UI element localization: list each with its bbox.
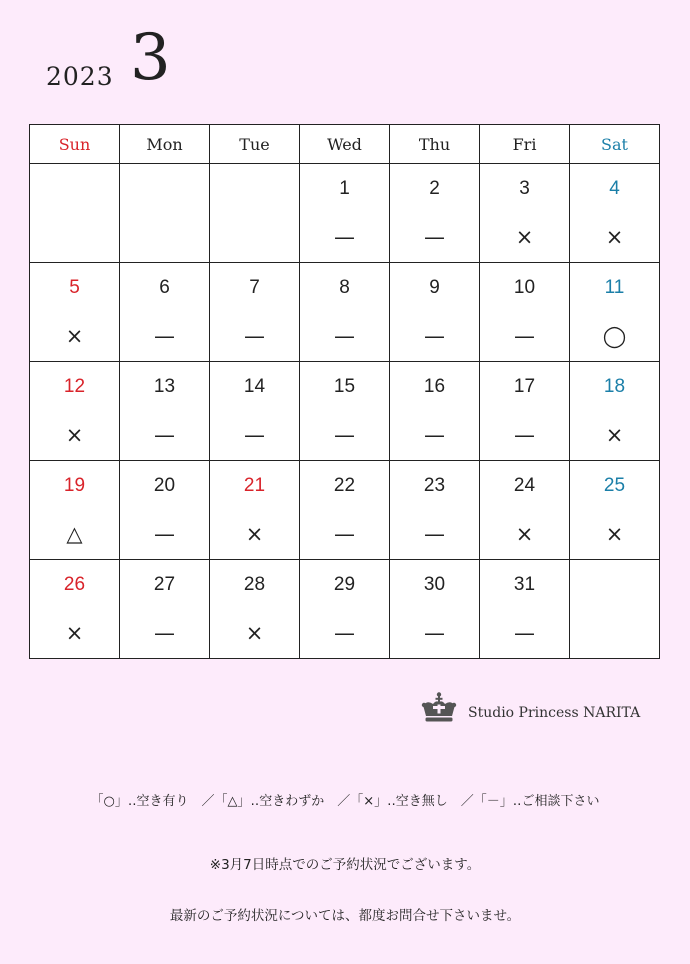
day-number: 16 bbox=[423, 376, 446, 397]
availability-mark: — bbox=[334, 522, 355, 546]
availability-mark: × bbox=[245, 621, 264, 645]
day-cell bbox=[210, 461, 300, 560]
weekday-thu: Thu bbox=[390, 125, 480, 164]
day-number: 13 bbox=[153, 376, 176, 397]
day-cell bbox=[570, 263, 660, 362]
day-cell bbox=[390, 362, 480, 461]
day-number: 19 bbox=[63, 475, 86, 496]
availability-mark: — bbox=[514, 324, 535, 348]
day-cell bbox=[300, 362, 390, 461]
day-number: 25 bbox=[603, 475, 626, 496]
day-cell bbox=[30, 560, 120, 659]
day-number: 1 bbox=[339, 178, 350, 199]
availability-mark: — bbox=[334, 324, 355, 348]
day-cell bbox=[390, 461, 480, 560]
day-cell bbox=[390, 263, 480, 362]
day-number: 29 bbox=[333, 574, 356, 595]
availability-legend: 「○」‥空き有り ／「△」‥空きわずか ／「×」‥空き無し ／「－」‥ご相談下さい bbox=[90, 794, 600, 809]
day-cell bbox=[480, 362, 570, 461]
day-cell bbox=[210, 263, 300, 362]
day-cell bbox=[480, 560, 570, 659]
day-cell bbox=[120, 560, 210, 659]
availability-mark: — bbox=[154, 324, 175, 348]
availability-mark: × bbox=[605, 423, 624, 447]
availability-mark bbox=[570, 620, 659, 646]
availability-mark: — bbox=[244, 423, 265, 447]
availability-mark: × bbox=[515, 225, 534, 249]
availability-mark bbox=[120, 224, 209, 250]
day-number: 20 bbox=[153, 475, 176, 496]
day-cell bbox=[120, 461, 210, 560]
calendar-year: 2023 bbox=[46, 62, 114, 91]
availability-mark: ◯ bbox=[602, 324, 627, 348]
calendar-month: 3 bbox=[130, 21, 171, 95]
day-cell bbox=[300, 560, 390, 659]
day-cell bbox=[300, 263, 390, 362]
day-number bbox=[30, 178, 119, 202]
day-cell bbox=[390, 164, 480, 263]
studio-name: Studio Princess NARITA bbox=[468, 705, 641, 721]
weekday-header-row bbox=[30, 125, 660, 164]
availability-mark: — bbox=[514, 423, 535, 447]
day-cell bbox=[210, 560, 300, 659]
day-number: 27 bbox=[153, 574, 176, 595]
availability-mark: — bbox=[334, 621, 355, 645]
day-cell bbox=[570, 461, 660, 560]
day-number: 18 bbox=[603, 376, 626, 397]
day-number: 11 bbox=[604, 277, 625, 298]
availability-mark: — bbox=[244, 324, 265, 348]
day-number: 22 bbox=[333, 475, 356, 496]
availability-mark: — bbox=[514, 621, 535, 645]
day-number: 12 bbox=[63, 376, 86, 397]
day-number: 3 bbox=[519, 178, 530, 199]
availability-mark bbox=[30, 224, 119, 250]
weekday-wed: Wed bbox=[300, 125, 390, 164]
availability-mark: — bbox=[334, 423, 355, 447]
day-cell bbox=[210, 164, 300, 263]
availability-mark: — bbox=[154, 522, 175, 546]
availability-mark: × bbox=[245, 522, 264, 546]
day-number: 4 bbox=[609, 178, 620, 199]
day-cell bbox=[30, 461, 120, 560]
day-number: 8 bbox=[339, 277, 350, 298]
crown-icon bbox=[420, 691, 458, 725]
availability-mark: × bbox=[515, 522, 534, 546]
day-cell bbox=[300, 164, 390, 263]
day-number: 15 bbox=[333, 376, 356, 397]
availability-mark: — bbox=[424, 225, 445, 249]
day-number: 6 bbox=[159, 277, 170, 298]
availability-mark: × bbox=[65, 621, 84, 645]
day-cell bbox=[570, 362, 660, 461]
day-number: 10 bbox=[513, 277, 536, 298]
weekday-sun: Sun bbox=[30, 125, 120, 164]
day-cell bbox=[570, 164, 660, 263]
day-number: 9 bbox=[429, 277, 440, 298]
weekday-fri: Fri bbox=[480, 125, 570, 164]
day-number: 31 bbox=[513, 574, 536, 595]
day-cell bbox=[480, 164, 570, 263]
day-number bbox=[210, 178, 299, 202]
availability-mark: — bbox=[334, 225, 355, 249]
availability-mark: — bbox=[424, 621, 445, 645]
day-number: 30 bbox=[423, 574, 446, 595]
day-number: 28 bbox=[243, 574, 266, 595]
day-number: 26 bbox=[63, 574, 86, 595]
day-number: 2 bbox=[429, 178, 440, 199]
day-cell bbox=[120, 263, 210, 362]
as-of-note: ※3月7日時点でのご予約状況でございます。 bbox=[209, 857, 481, 873]
week-row bbox=[30, 560, 660, 659]
availability-mark: × bbox=[65, 423, 84, 447]
availability-mark: — bbox=[424, 423, 445, 447]
day-cell bbox=[30, 362, 120, 461]
day-cell bbox=[120, 362, 210, 461]
day-cell bbox=[480, 461, 570, 560]
availability-mark: × bbox=[605, 522, 624, 546]
day-number: 23 bbox=[423, 475, 446, 496]
day-cell bbox=[30, 164, 120, 263]
day-cell bbox=[480, 263, 570, 362]
day-cell bbox=[120, 164, 210, 263]
studio-brand bbox=[420, 690, 640, 726]
day-number: 24 bbox=[513, 475, 536, 496]
contact-note: 最新のご予約状況については、都度お問合せ下さいませ。 bbox=[169, 908, 521, 924]
weekday-mon: Mon bbox=[120, 125, 210, 164]
availability-mark: — bbox=[424, 522, 445, 546]
availability-mark: — bbox=[154, 423, 175, 447]
availability-mark bbox=[210, 224, 299, 250]
day-cell bbox=[300, 461, 390, 560]
day-number: 14 bbox=[243, 376, 266, 397]
day-number: 7 bbox=[249, 277, 260, 298]
day-number bbox=[120, 178, 209, 202]
day-cell bbox=[570, 560, 660, 659]
availability-mark: × bbox=[65, 324, 84, 348]
day-cell bbox=[390, 560, 480, 659]
day-number: 21 bbox=[243, 475, 266, 496]
calendar-grid bbox=[29, 124, 660, 659]
availability-mark: × bbox=[605, 225, 624, 249]
week-row bbox=[30, 461, 660, 560]
day-number bbox=[570, 574, 659, 598]
week-row bbox=[30, 263, 660, 362]
day-cell bbox=[210, 362, 300, 461]
week-row bbox=[30, 164, 660, 263]
week-row bbox=[30, 362, 660, 461]
availability-mark: — bbox=[154, 621, 175, 645]
weekday-tue: Tue bbox=[210, 125, 300, 164]
day-number: 17 bbox=[513, 376, 536, 397]
weekday-sat: Sat bbox=[570, 125, 660, 164]
day-number: 5 bbox=[69, 277, 80, 298]
availability-mark: — bbox=[424, 324, 445, 348]
day-cell bbox=[30, 263, 120, 362]
availability-mark: △ bbox=[66, 522, 83, 546]
